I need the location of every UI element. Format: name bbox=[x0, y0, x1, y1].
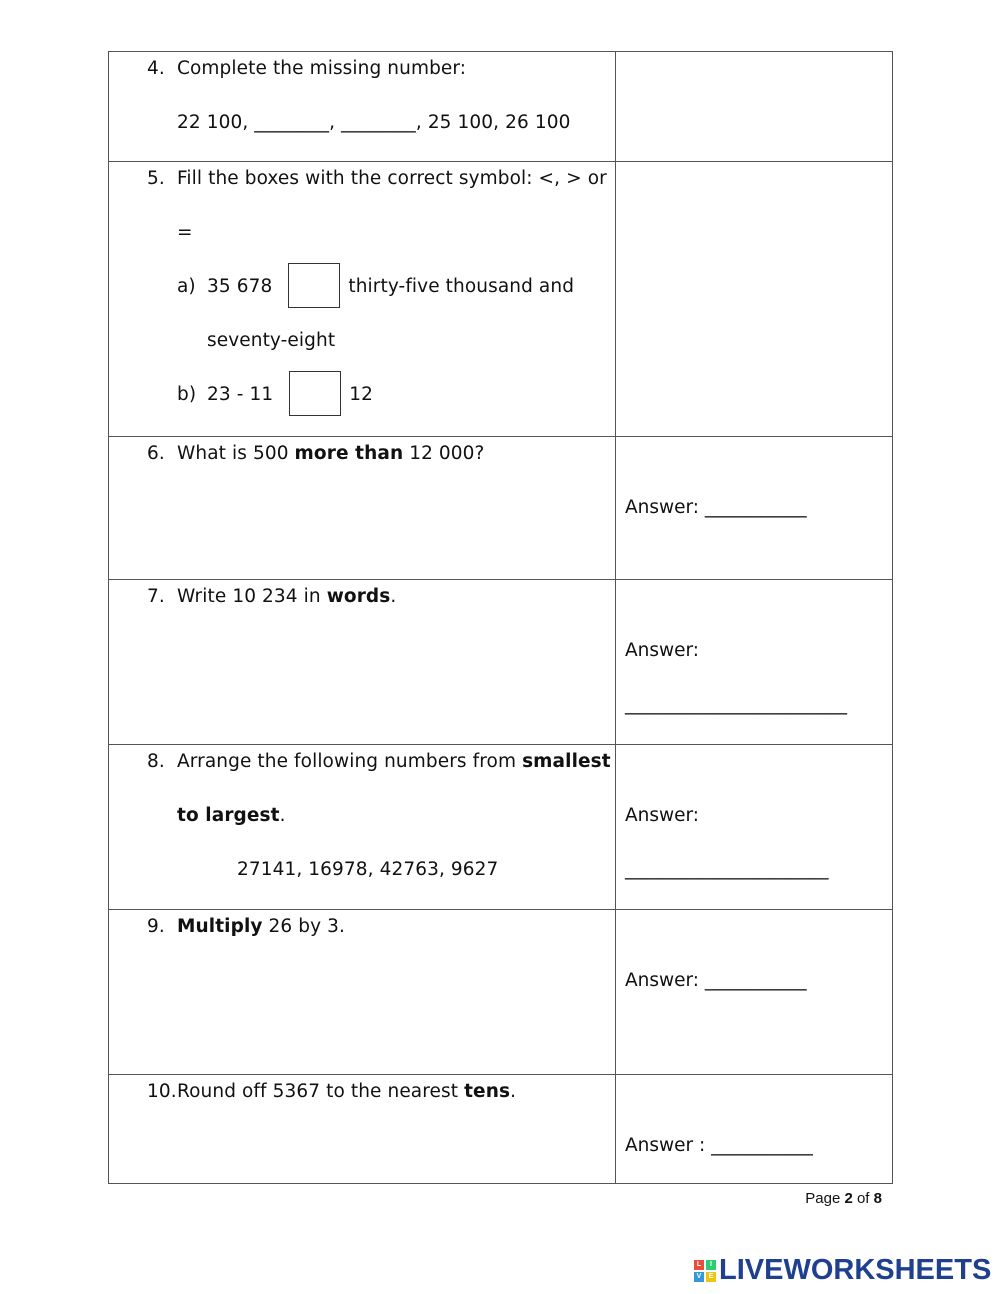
question-text: Fill the boxes with the correct symbol: <, > or bbox=[177, 168, 607, 189]
question-text-pre: Round off 5367 to the nearest bbox=[177, 1081, 465, 1102]
answer-line[interactable]: ______________________ bbox=[625, 859, 829, 880]
question-row-6 bbox=[109, 437, 893, 580]
question-text-bold: smallest bbox=[522, 751, 611, 772]
question-row-5 bbox=[109, 162, 893, 437]
logo-letter: I bbox=[706, 1260, 716, 1270]
part-a-left: 35 678 bbox=[207, 276, 273, 297]
page-label: Page bbox=[805, 1190, 845, 1207]
part-a-right: thirty-five thousand and bbox=[348, 276, 575, 297]
question-row-8 bbox=[109, 745, 893, 910]
question-text-bold: Multiply bbox=[177, 916, 263, 937]
question-number: 4. bbox=[147, 58, 165, 79]
logo-letter: E bbox=[706, 1272, 716, 1282]
answer-cell[interactable] bbox=[616, 162, 893, 437]
answer-cell[interactable] bbox=[616, 580, 893, 745]
question-cell bbox=[109, 745, 616, 910]
question-row-4 bbox=[109, 52, 893, 162]
part-a-label: a) bbox=[177, 276, 196, 297]
question-text bbox=[177, 570, 396, 624]
question-text bbox=[177, 427, 484, 481]
question-text: Complete the missing number: bbox=[177, 58, 467, 79]
question-cell bbox=[109, 52, 616, 162]
worksheet bbox=[108, 51, 891, 1183]
answer-label: Answer : ___________ bbox=[625, 1135, 813, 1156]
question-number: 10. bbox=[147, 1081, 177, 1102]
page-number: 2 bbox=[844, 1190, 853, 1207]
question-text-pre: What is 500 bbox=[177, 443, 295, 464]
part-a-right-continued: seventy-eight bbox=[207, 330, 336, 351]
answer-cell[interactable] bbox=[616, 910, 893, 1075]
answer-cell[interactable] bbox=[616, 52, 893, 162]
question-cell bbox=[109, 580, 616, 745]
logo-letter: V bbox=[694, 1272, 704, 1282]
question-text-bold: more than bbox=[294, 443, 404, 464]
answer-cell[interactable] bbox=[616, 437, 893, 580]
answer-label: Answer: bbox=[625, 805, 700, 826]
symbol-box-a[interactable] bbox=[288, 263, 340, 308]
page-footer bbox=[805, 1190, 882, 1207]
question-number: 8. bbox=[147, 751, 165, 772]
brand-name: LIVEWORKSHEETS bbox=[719, 1254, 992, 1286]
question-number: 5. bbox=[147, 168, 165, 189]
page-total: 8 bbox=[873, 1190, 882, 1207]
number-list: 27141, 16978, 42763, 9627 bbox=[237, 859, 499, 880]
question-text-post: . bbox=[390, 586, 397, 607]
question-text-bold: words bbox=[326, 586, 391, 607]
number-sequence: 22 100, ________, ________, 25 100, 26 100 bbox=[177, 112, 571, 133]
question-text bbox=[177, 1065, 516, 1119]
liveworksheets-logo[interactable] bbox=[694, 1254, 991, 1287]
symbol-box-b[interactable] bbox=[289, 371, 341, 416]
question-cell bbox=[109, 162, 616, 437]
question-text bbox=[177, 735, 611, 789]
question-text-post: 12 000? bbox=[403, 443, 485, 464]
question-text bbox=[177, 900, 345, 954]
logo-icon bbox=[694, 1260, 716, 1282]
question-cell bbox=[109, 437, 616, 580]
answer-label: Answer: ___________ bbox=[625, 497, 807, 518]
question-text-bold-2: to largest bbox=[177, 805, 280, 826]
answer-label: Answer: bbox=[625, 640, 700, 661]
question-number: 9. bbox=[147, 916, 165, 937]
question-number: 6. bbox=[147, 443, 165, 464]
part-a bbox=[207, 260, 574, 314]
answer-cell[interactable] bbox=[616, 745, 893, 910]
page-of: of bbox=[852, 1190, 874, 1207]
logo-letter: L bbox=[694, 1260, 704, 1270]
answer-cell[interactable] bbox=[616, 1075, 893, 1184]
part-b-right: 12 bbox=[349, 384, 373, 405]
question-cell bbox=[109, 910, 616, 1075]
question-row-10 bbox=[109, 1075, 893, 1184]
question-text-continued bbox=[177, 789, 286, 843]
part-b-label: b) bbox=[177, 384, 197, 405]
questions-table bbox=[108, 51, 893, 1184]
question-text-post: . bbox=[279, 805, 286, 826]
part-b bbox=[207, 368, 373, 422]
question-text-pre: Arrange the following numbers from bbox=[177, 751, 523, 772]
part-b-left: 23 - 11 bbox=[207, 384, 274, 405]
answer-label: Answer: ___________ bbox=[625, 970, 807, 991]
question-text-bold: tens bbox=[464, 1081, 511, 1102]
question-text-post: . bbox=[510, 1081, 517, 1102]
question-number: 7. bbox=[147, 586, 165, 607]
question-row-7 bbox=[109, 580, 893, 745]
question-text-continued: = bbox=[177, 222, 193, 243]
question-text-pre: Write 10 234 in bbox=[177, 586, 327, 607]
question-cell bbox=[109, 1075, 616, 1184]
question-text-post: 26 by 3. bbox=[262, 916, 345, 937]
answer-line[interactable]: ________________________ bbox=[625, 694, 847, 715]
question-row-9 bbox=[109, 910, 893, 1075]
